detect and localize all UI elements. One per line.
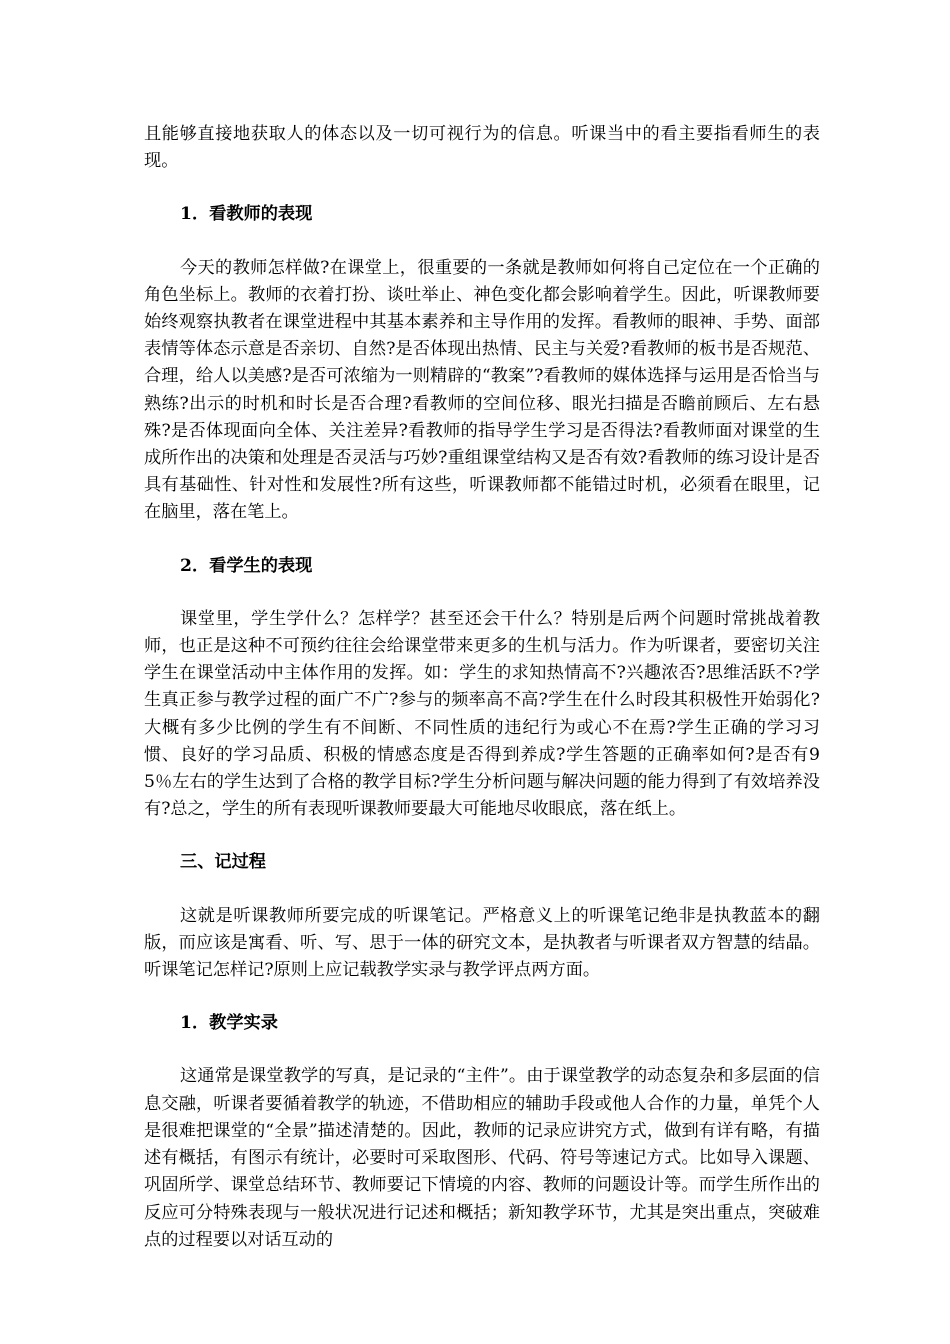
paragraph-watch-teacher: 今天的教师怎样做?在课堂上，很重要的一条就是教师如何将自己定位在一个正确的角色坐标上。教师的衣着打扮、谈吐举止、神色变化都会影响着学生。因此，听课教师要始终观察执教者在课堂进程中其基本素养和主导作用的发挥。看教师的眼神、手势、面部表情等体态示意是否亲切、自然?是否体现出热情、民主与关爱?看教师的板书是否规范、合理，给人以美感?是否可浓缩为一则精辟的“教案”?看教师的媒体选择与运用是否恰当与熟练?出示的时机和时长是否合理?看教师的空间位移、眼光扫描是否瞻前顾后、左右悬殊?是否体现面向全体、关注差异?看教师的指导学生学习是否得法?看教师面对课堂的生成所作出的决策和处理是否灵活与巧妙?重组课堂结构又是否有效?看教师的练习设计是否具有基础性、针对性和发展性?所有这些，听课教师都不能错过时机，必须看在眼里，记在脑里，落在笔上。 bbox=[144, 257, 820, 523]
spacer bbox=[144, 984, 820, 1010]
spacer bbox=[144, 527, 820, 553]
heading-watch-teacher: 1．看教师的表现 bbox=[180, 204, 313, 225]
document-body bbox=[144, 121, 820, 1254]
spacer bbox=[144, 877, 820, 903]
heading-teaching-record: 1．教学实录 bbox=[180, 1013, 278, 1034]
paragraph-watch-students: 课堂里，学生学什么？怎样学？甚至还会干什么？特别是后两个问题时常挑战着教师，也正是这种不可预约往往会给课堂带来更多的生机与活力。作为听课者，要密切关注学生在课堂活动中主体作用的发挥。如：学生的求知热情高不?兴趣浓否?思维活跃不?学生真正参与教学过程的面广不广?参与的频率高不高?学生在什么时段其积极性开始弱化?大概有多少比例的学生有不间断、不同性质的违纪行为或心不在焉?学生正确的学习习惯、良好的学习品质、积极的情感态度是否得到养成?学生答题的正确率如何?是否有95％左右的学生达到了合格的教学目标?学生分析问题与解决问题的能力得到了有效培养没有?总之，学生的所有表现听课教师要最大可能地尽收眼底，落在纸上。 bbox=[144, 608, 820, 820]
spacer bbox=[144, 580, 820, 606]
paragraph-record-process: 这就是听课教师所要完成的听课笔记。严格意义上的听课笔记绝非是执教蓝本的翻版，而应该是寓看、听、写、思于一体的研究文本，是执教者与听课者双方智慧的结晶。听课笔记怎样记?原则上应记载教学实录与教学评点两方面。 bbox=[144, 905, 820, 981]
paragraph-teaching-record: 这通常是课堂教学的写真，是记录的“主件”。由于课堂教学的动态复杂和多层面的信息交融，听课者要循着教学的轨迹，不借助相应的辅助手段或他人合作的力量，单凭个人是很难把课堂的“全景”描述清楚的。因此，教师的记录应讲究方式，做到有详有略，有描述有概括，有图示有统计，必要时可采取图形、代码、符号等速记方式。比如导入课题、巩固所学、课堂总结环节、教师要记下情境的内容、教师的问题设计等。而学生所作出的反应可分特殊表现与一般状况进行记述和概括；新知教学环节，尤其是突出重点，突破难点的过程要以对话互动的 bbox=[144, 1066, 820, 1250]
paragraph-intro-continued: 且能够直接地获取人的体态以及一切可视行为的信息。听课当中的看主要指看师生的表现。 bbox=[144, 124, 820, 172]
spacer bbox=[144, 175, 820, 201]
spacer bbox=[144, 823, 820, 849]
spacer bbox=[144, 229, 820, 255]
heading-record-process: 三、记过程 bbox=[180, 852, 266, 873]
heading-watch-students: 2．看学生的表现 bbox=[180, 555, 313, 576]
spacer bbox=[144, 1037, 820, 1063]
